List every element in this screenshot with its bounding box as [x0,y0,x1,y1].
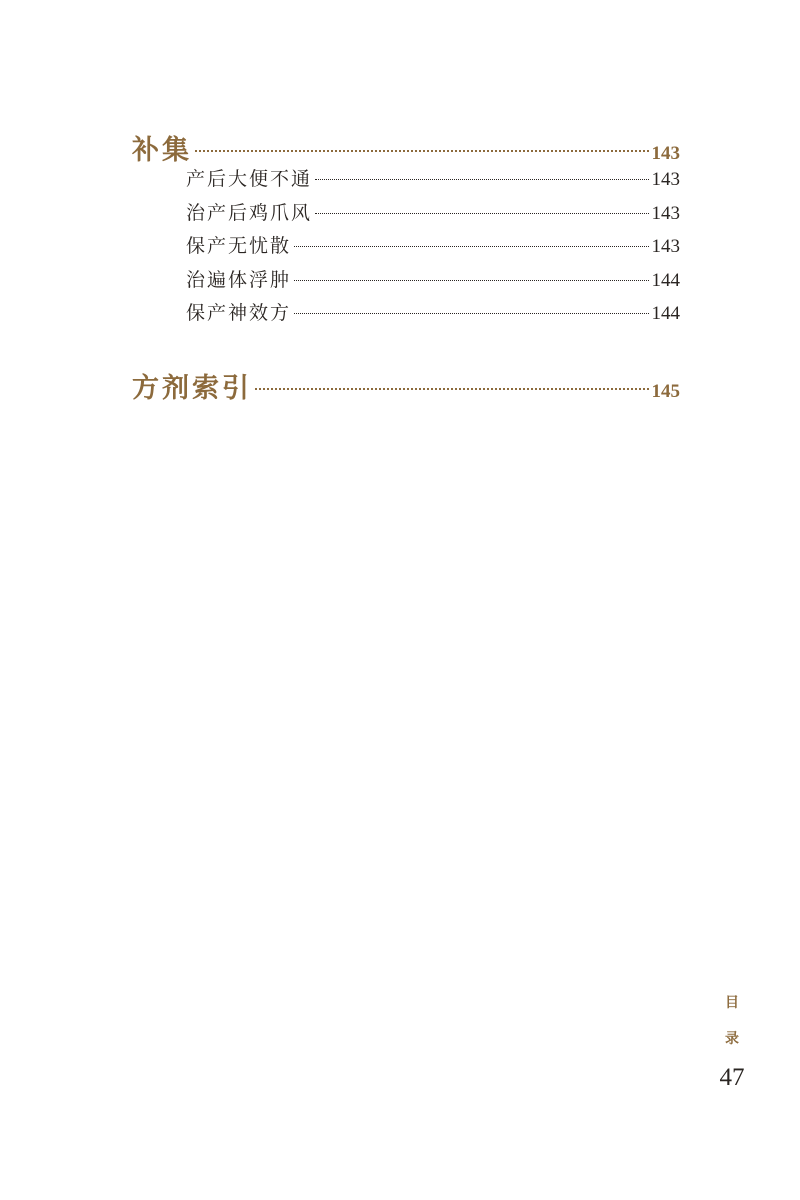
toc-entry-page: 143 [651,169,680,190]
toc-entry-page: 143 [651,202,680,224]
side-label-mu: 目 [725,995,739,1011]
toc-entry-title: 保产神效方 [186,302,292,324]
toc-section-formula-index[interactable] [132,366,680,402]
dot-leader [255,388,649,390]
toc-entry-title: 治产后鸡爪风 [186,201,313,224]
dot-leader [294,313,648,314]
dot-leader [315,213,648,214]
dot-leader [294,280,648,281]
toc-section-page: 143 [651,143,680,164]
toc-entry[interactable] [132,198,680,232]
toc-entry-title: 产后大便不通 [186,168,313,190]
toc-section-bujia[interactable] [132,128,680,164]
toc-entry[interactable] [132,298,680,332]
section-spacer [132,332,680,366]
toc-entry-title: 治遍体浮肿 [186,268,292,291]
toc-entry-page: 144 [651,303,680,324]
toc-entry[interactable] [132,265,680,299]
dot-leader [195,150,649,152]
toc-entry-page: 143 [651,236,680,257]
toc-entry[interactable] [132,231,680,265]
toc-entry-title: 保产无忧散 [186,235,292,257]
side-label-lu: 录 [725,1031,739,1047]
toc-entry[interactable] [132,164,680,198]
toc-section-page: 145 [651,380,680,402]
page-number: 47 [719,1064,745,1091]
dot-leader [315,179,648,180]
toc-entry-page: 144 [651,269,680,291]
toc-section-title: 补集 [132,135,192,166]
dot-leader [294,246,648,247]
table-of-contents [132,128,680,402]
toc-section-title: 方剂索引 [132,372,252,404]
